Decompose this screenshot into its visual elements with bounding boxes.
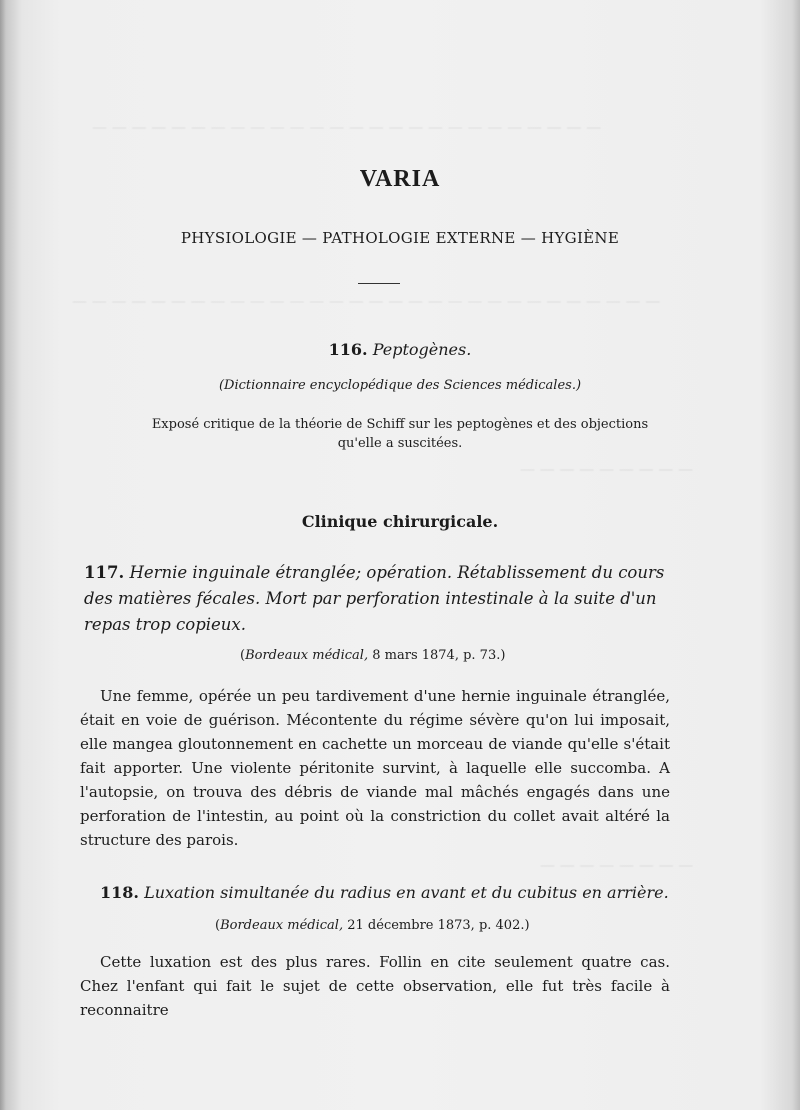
- section-heading: Clinique chirurgicale.: [301, 512, 499, 531]
- article-116-number: 116.: [328, 340, 368, 359]
- article-116-source: (Dictionnaire encyclopédique des Sciences médicales.): [218, 378, 582, 393]
- page-subtitle: PHYSIOLOGIE — PATHOLOGIE EXTERNE — HYGIÈNE: [180, 229, 620, 247]
- show-through-text: — — — — — — — — —: [520, 460, 694, 478]
- article-117-body: Une femme, opérée un peu tardivement d'une hernie inguinale étranglée, était en voie de guérison. Mécontente du régime sévère qu'on lui imposait, elle mangea gloutonnement en cachette un morceau de viande qu'elle s'était fait apporter. Une violente péritonite survint, à laquelle elle succomba. A l'autopsie, on trouva des débris de viande mal mâchés engagés dans une perforation de l'intestin, au point où la constriction du collet avait altéré la structure des parois.: [80, 687, 670, 849]
- article-118-body: Cette luxation est des plus rares. Follin en cite seulement quatre cas. Chez l'enfant qui fait le sujet de cette observation, elle fut très facile à reconnaitre: [80, 953, 670, 1019]
- article-117-source-details: 8 mars 1874, p. 73.: [372, 648, 501, 663]
- article-118-source: (Bordeaux médical, 21 décembre 1873, p. 402.): [215, 918, 530, 933]
- article-118-title: Luxation simultanée du radius en avant et du cubitus en arrière.: [144, 883, 669, 902]
- article-117-title: Hernie inguinale étranglée; opération. Rétablissement du cours des matières fécales. Mort par perforation intestinale à la suite d'un repas trop copieux.: [84, 563, 665, 634]
- title-divider: [358, 283, 400, 284]
- article-117-source: (Bordeaux médical, 8 mars 1874, p. 73.): [240, 648, 506, 663]
- article-117-heading: [84, 560, 672, 638]
- article-117-number: 117.: [84, 563, 125, 582]
- show-through-text: — — — — — — — — — — — — — — — — — — — — — — — — — —: [92, 118, 602, 136]
- article-116-abstract-text: Exposé critique de la théorie de Schiff sur les peptogènes et des objections qu'elle a suscitées.: [151, 417, 649, 451]
- article-118-source-details: 21 décembre 1873, p. 402.: [347, 918, 525, 933]
- show-through-text: — — — — — — — —: [540, 856, 694, 874]
- article-116-title: Peptogènes.: [372, 340, 472, 359]
- page-title: VARIA: [359, 166, 441, 192]
- article-116-heading: [0, 340, 800, 359]
- article-118-source-journal: Bordeaux médical,: [220, 918, 344, 933]
- article-116-abstract: [0, 415, 800, 453]
- article-117-source-journal: Bordeaux médical,: [245, 648, 369, 663]
- show-through-text: — — — — — — — — — — — — — — — — — — — — — — — — — — — — — —: [72, 292, 661, 310]
- article-118-heading: [100, 883, 669, 902]
- article-118-number: 118.: [100, 883, 139, 902]
